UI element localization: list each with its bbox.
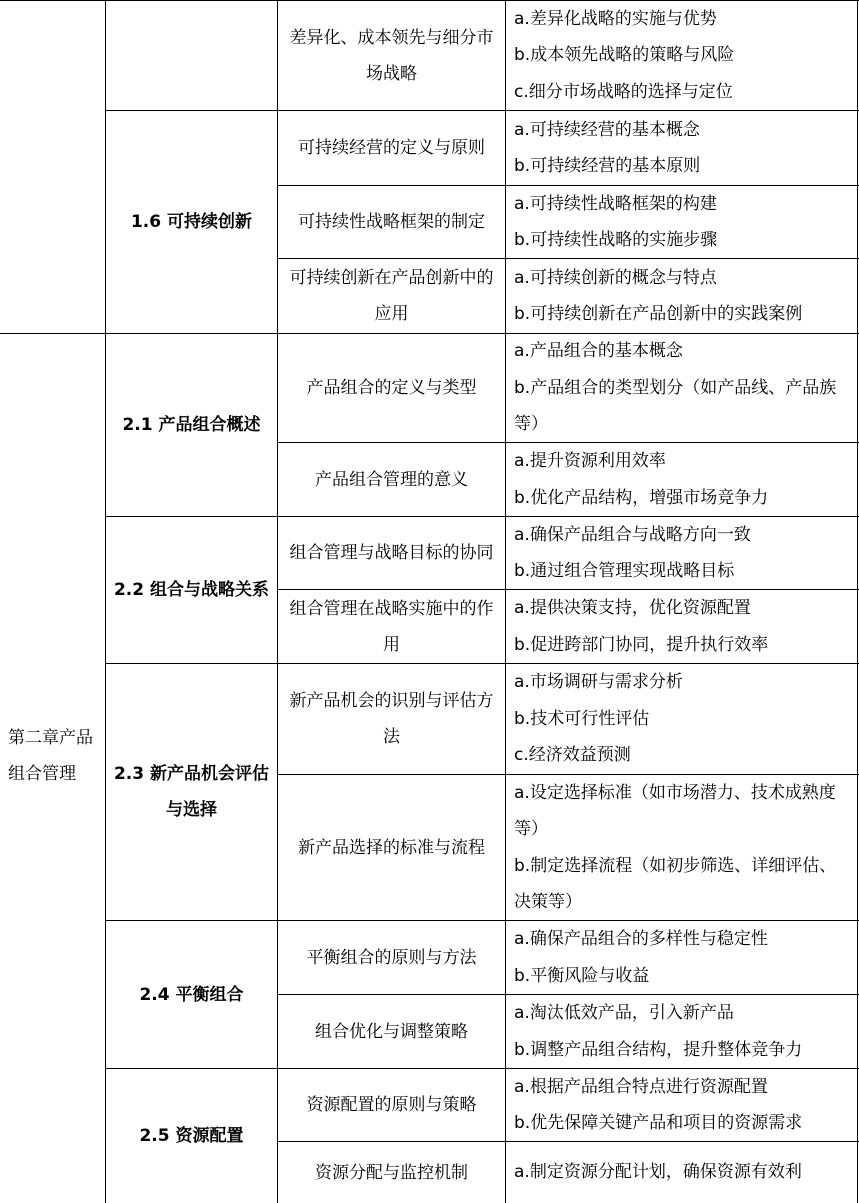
items-cell [506,664,857,774]
items-cell [506,259,857,333]
section-1-6: 1.6 可持续创新 [130,212,253,232]
topic-cell: 组合管理在战略实施中的作用 [289,598,494,655]
list-item: b.可持续创新在产品创新中的实践案例 [514,304,803,324]
items-cell [506,921,857,994]
items-cell [506,186,857,258]
topic-cell: 可持续创新在产品创新中的应用 [289,268,494,324]
items-cell [506,334,857,442]
section-2-3: 2.3 新产品机会评估与选择 [113,764,270,820]
topic-cell: 产品组合的定义与类型 [306,378,477,398]
list-item: b.优先保障关键产品和项目的资源需求 [514,1113,803,1133]
items-cell [506,111,857,185]
topic-cell: 平衡组合的原则与方法 [306,947,477,968]
section-2-5: 2.5 资源配置 [139,1126,244,1146]
list-item: c.经济效益预测 [514,745,631,766]
topic-cell: 可持续性战略框架的制定 [298,212,485,232]
items-cell [506,775,857,920]
list-item: b.通过组合管理实现战略目标 [514,561,735,581]
list-item: a.提升资源利用效率 [514,451,666,471]
items-cell [506,1142,857,1203]
list-item: b.技术可行性评估 [514,708,650,729]
list-item: a.可持续创新的概念与特点 [514,267,717,288]
items-cell [506,517,857,589]
list-item: a.可持续经营的基本概念 [514,119,700,140]
list-item: c.细分市场战略的选择与定位 [514,81,733,102]
topic-cell: 新产品机会的识别与评估方法 [289,691,494,747]
items-cell [506,1,857,110]
list-item: b.调整产品组合结构，提升整体竞争力 [514,1039,803,1060]
list-item: b.成本领先战略的策略与风险 [514,45,735,66]
list-item: a.设定选择标准（如市场潜力、技术成熟度等） [514,782,836,839]
topic-cell: 可持续经营的定义与原则 [298,138,485,158]
topic-cell: 资源分配与监控机制 [315,1162,468,1183]
list-item: a.产品组合的基本概念 [514,341,683,362]
list-item: b.优化产品结构，增强市场竞争力 [514,487,769,508]
list-item: a.确保产品组合与战略方向一致 [514,524,751,545]
topic-cell: 产品组合管理的意义 [315,469,468,490]
topic-cell: 组合优化与调整策略 [315,1021,468,1042]
section-2-4: 2.4 平衡组合 [139,984,244,1005]
list-item: a.可持续性战略框架的构建 [514,193,717,214]
list-item: a.确保产品组合的多样性与稳定性 [514,929,768,949]
section-2-2: 2.2 组合与战略关系 [113,580,270,600]
items-cell [506,1069,857,1141]
list-item: a.市场调研与需求分析 [514,672,683,693]
section-2-1: 2.1 产品组合概述 [122,415,261,435]
list-item: a.淘汰低效产品，引入新产品 [514,1003,734,1023]
list-item: a.提供决策支持，优化资源配置 [514,598,751,618]
list-item: a.制定资源分配计划，确保资源有效利 [514,1162,802,1183]
list-item: b.产品组合的类型划分（如产品线、产品族等） [514,377,837,435]
topic-cell: 新产品选择的标准与流程 [298,837,485,858]
items-cell [506,443,857,516]
list-item: a.根据产品组合特点进行资源配置 [514,1076,768,1097]
list-item: b.平衡风险与收益 [514,965,650,986]
topic-cell: 组合管理与战略目标的协同 [289,543,494,563]
chapter-2-title: 第二章产品组合管理 [8,728,93,784]
list-item: b.促进跨部门协同，提升执行效率 [514,634,769,655]
topic-cell: 差异化、成本领先与细分市场战略 [289,27,494,84]
list-item: b.制定选择流程（如初步筛选、详细评估、决策等） [514,855,837,912]
items-cell [506,995,857,1068]
list-item: b.可持续性战略的实施步骤 [514,230,718,250]
items-cell [506,590,857,663]
list-item: b.可持续经营的基本原则 [514,156,701,176]
topic-cell: 资源配置的原则与策略 [306,1095,477,1115]
list-item: a.差异化战略的实施与优势 [514,8,717,29]
